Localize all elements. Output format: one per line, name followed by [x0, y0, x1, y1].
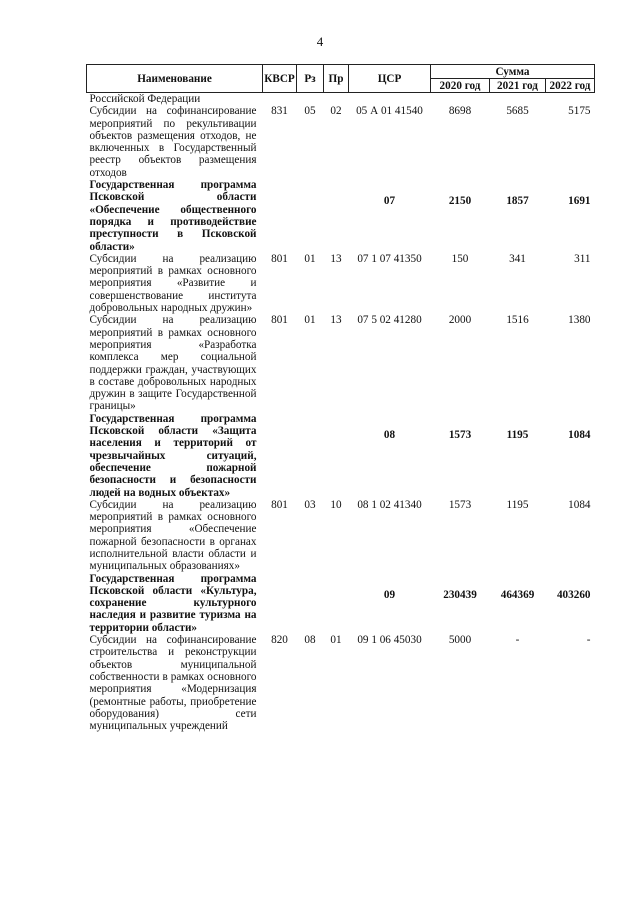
- cell-2021: 1857: [506, 195, 529, 208]
- cell-name: Российской Федерации: [89, 93, 201, 105]
- cell-rz: 03: [304, 498, 316, 511]
- cell-2022: -: [586, 634, 591, 647]
- cell-csr: 08: [383, 428, 396, 441]
- cell-2022: 403260: [556, 588, 591, 601]
- table-row: [87, 573, 595, 634]
- cell-2022: 1380: [568, 314, 591, 327]
- cell-2022: 5175: [568, 105, 591, 118]
- cell-2022: 1084: [568, 428, 591, 441]
- table-row: [87, 499, 595, 573]
- table-row: [87, 314, 595, 412]
- cell-2020: 1573: [448, 498, 472, 511]
- cell-2022: [546, 93, 595, 106]
- cell-2022: 1084: [568, 498, 591, 511]
- cell-pr: [324, 413, 349, 499]
- cell-2020: [431, 93, 490, 106]
- cell-rz: 08: [304, 634, 316, 647]
- cell-pr: 10: [330, 498, 342, 511]
- cell-pr: [324, 573, 349, 634]
- cell-rz: [297, 573, 324, 634]
- header-sum: Сумма: [431, 65, 595, 79]
- cell-2020: 230439: [443, 588, 477, 601]
- cell-2022: 1691: [568, 195, 591, 208]
- cell-pr: [324, 179, 349, 253]
- header-year-2020: 2020 год: [431, 79, 490, 93]
- cell-rz: 01: [304, 314, 316, 327]
- cell-pr: 02: [330, 105, 342, 118]
- cell-2020: 2000: [448, 314, 472, 327]
- cell-name: Государственная программа Псковской области «Защита населения и территорий от чрезвычайных ситуаций, обеспечение пожарной безопасности и безопасности людей на водных объектах»: [89, 412, 257, 499]
- cell-csr: [349, 93, 431, 106]
- cell-kvsr: 831: [271, 105, 288, 118]
- cell-2020: 2150: [448, 195, 472, 208]
- cell-kvsr: 801: [271, 498, 288, 511]
- cell-rz: 01: [304, 252, 316, 265]
- cell-kvsr: [263, 573, 297, 634]
- header-year-2021: 2021 год: [490, 79, 546, 93]
- cell-kvsr: 801: [271, 252, 288, 265]
- cell-2021: [490, 93, 546, 106]
- cell-name: Субсидии на реализацию мероприятий в рамках основного мероприятия «Развитие и совершенствование института добровольных народных дружин»: [89, 252, 257, 315]
- cell-csr: 05 А 01 41540: [356, 105, 423, 118]
- cell-kvsr: [263, 93, 297, 106]
- cell-2021: 5685: [506, 105, 529, 118]
- table-row: [87, 634, 595, 732]
- cell-rz: [297, 179, 324, 253]
- cell-2021: 1516: [506, 314, 529, 327]
- cell-2021: 1195: [506, 428, 529, 441]
- cell-name: Субсидии на реализацию мероприятий в рамках основного мероприятия «Обеспечение пожарной безопасности в органах исполнительной власти области и муниципальных образованиях»: [89, 498, 257, 573]
- header-name: Наименование: [87, 65, 263, 93]
- cell-name: Субсидии на софинансирование мероприятий по рекультивации объектов размещения отходов, не включенных в Государственный реестр объектов размещения отходов: [89, 105, 257, 179]
- cell-csr: 09: [383, 588, 396, 601]
- page-number: 4: [316, 34, 324, 49]
- table-header: [87, 65, 595, 93]
- cell-rz: [297, 93, 324, 106]
- header-pr: Пр: [324, 65, 349, 93]
- cell-kvsr: [263, 179, 297, 253]
- table-row: [87, 413, 595, 499]
- cell-name: Субсидии на реализацию мероприятий в рамках основного мероприятия «Разработка комплекса мер социальной поддержки граждан, участвующих в составе добровольных народных дружин в защите Государственной границы»: [89, 314, 257, 413]
- table-row: [87, 105, 595, 179]
- header-year-2022: 2022 год: [546, 79, 595, 93]
- cell-kvsr: 820: [271, 634, 288, 647]
- cell-2021: 464369: [500, 588, 535, 601]
- cell-pr: 13: [330, 252, 342, 265]
- table-body: [87, 93, 595, 733]
- cell-csr: 07 5 02 41280: [357, 314, 422, 327]
- cell-2020: 150: [451, 252, 469, 265]
- cell-rz: 05: [304, 105, 316, 118]
- header-rz: Рз: [297, 65, 324, 93]
- cell-csr: 09 1 06 45030: [357, 634, 422, 647]
- cell-2021: 1195: [506, 498, 529, 511]
- cell-csr: 08 1 02 41340: [357, 498, 422, 511]
- cell-pr: 01: [330, 634, 342, 647]
- table-row: [87, 179, 595, 253]
- cell-name: Субсидии на софинансирование строительства и реконструкции объектов муниципальной собственности в рамках основного мероприятия «Модернизация (ремонтные работы, приобретение оборудования) сети муниципальных учреждений: [89, 634, 257, 733]
- cell-2020: 5000: [448, 634, 472, 647]
- cell-pr: [324, 93, 349, 106]
- table-row: [87, 93, 595, 106]
- cell-csr: 07 1 07 41350: [357, 252, 422, 265]
- budget-table: [86, 64, 595, 732]
- cell-2021: -: [515, 634, 520, 647]
- cell-name: Государственная программа Псковской области «Культура, сохранение культурного наследия и развитие туризма на территории области»: [89, 572, 257, 634]
- header-csr: ЦСР: [349, 65, 431, 93]
- cell-csr: 07: [383, 195, 396, 208]
- cell-kvsr: 801: [271, 314, 288, 327]
- cell-2020: 8698: [448, 105, 472, 118]
- table-row: [87, 253, 595, 314]
- cell-2021: 341: [509, 252, 526, 265]
- cell-kvsr: [263, 413, 297, 499]
- cell-2022: 311: [574, 252, 591, 265]
- cell-pr: 13: [330, 314, 342, 327]
- cell-name: Государственная программа Псковской области «Обеспечение общественного порядка и противодействие преступности в Псковской области»: [89, 179, 257, 253]
- cell-rz: [297, 413, 324, 499]
- header-kvsr: КВСР: [263, 65, 297, 93]
- cell-2020: 1573: [448, 428, 472, 441]
